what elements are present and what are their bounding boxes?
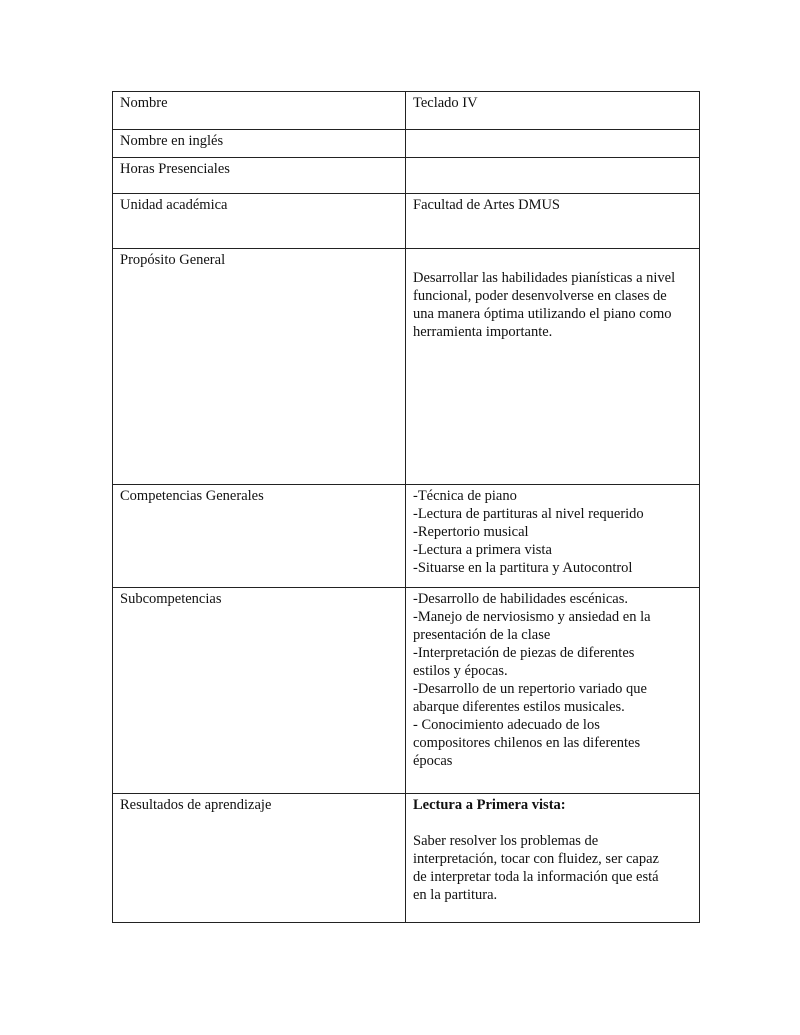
table-row xyxy=(112,193,700,248)
table-row xyxy=(112,91,700,129)
row-value-cell xyxy=(406,130,699,157)
value-line xyxy=(413,251,692,269)
value-line: -Manejo de nerviosismo y ansiedad en la xyxy=(413,609,651,625)
table-row xyxy=(112,484,700,587)
value-line: en la partitura. xyxy=(413,887,498,903)
value-line: compositores chilenos en las diferentes xyxy=(413,735,641,751)
row-value-cell xyxy=(406,92,699,129)
table-row xyxy=(112,793,700,923)
row-label: Competencias Generales xyxy=(120,488,264,504)
value-line: -Lectura de partituras al nivel requerido xyxy=(413,506,644,522)
value-line: estilos y épocas. xyxy=(413,663,508,679)
value-line: interpretación, tocar con fluidez, ser capaz xyxy=(413,851,659,867)
value-line: -Situarse en la partitura y Autocontrol xyxy=(413,560,633,576)
value-line: -Repertorio musical xyxy=(413,524,529,540)
value-line: -Interpretación de piezas de diferentes xyxy=(413,645,635,661)
row-label-cell xyxy=(113,92,406,129)
value-line: abarque diferentes estilos musicales. xyxy=(413,699,625,715)
value-line: una manera óptima utilizando el piano como xyxy=(413,306,672,322)
value-heading: Lectura a Primera vista: xyxy=(413,797,566,813)
value-line: -Lectura a primera vista xyxy=(413,542,552,558)
value-line: herramienta importante. xyxy=(413,324,553,340)
row-label: Horas Presenciales xyxy=(120,161,230,177)
row-value-cell xyxy=(406,588,699,793)
row-label-cell xyxy=(113,130,406,157)
row-label-cell xyxy=(113,794,406,922)
table-row xyxy=(112,129,700,157)
table-row xyxy=(112,157,700,193)
row-value-cell xyxy=(406,194,699,248)
value-line: funcional, poder desenvolverse en clases de xyxy=(413,288,667,304)
value-line: -Desarrollo de habilidades escénicas. xyxy=(413,591,628,607)
row-label: Resultados de aprendizaje xyxy=(120,797,272,813)
table-row xyxy=(112,587,700,793)
row-label-cell xyxy=(113,588,406,793)
row-label-cell xyxy=(113,485,406,587)
value-line: -Desarrollo de un repertorio variado que xyxy=(413,681,647,697)
row-label: Subcompetencias xyxy=(120,591,222,607)
value-line: Teclado IV xyxy=(413,95,478,111)
row-label-cell xyxy=(113,194,406,248)
value-line: presentación de la clase xyxy=(413,627,551,643)
table-row xyxy=(112,248,700,484)
value-line xyxy=(413,814,692,832)
value-line: épocas xyxy=(413,753,453,769)
value-line: -Técnica de piano xyxy=(413,488,517,504)
value-line: Desarrollar las habilidades pianísticas a nivel xyxy=(413,270,676,286)
value-line: - Conocimiento adecuado de los xyxy=(413,717,600,733)
row-value-cell xyxy=(406,249,699,484)
value-line: de interpretar toda la información que está xyxy=(413,869,659,885)
row-value-cell xyxy=(406,158,699,193)
value-line: Saber resolver los problemas de xyxy=(413,833,599,849)
value-line: Facultad de Artes DMUS xyxy=(413,197,560,213)
row-label: Unidad académica xyxy=(120,197,228,213)
row-label: Propósito General xyxy=(120,252,226,268)
row-value-cell xyxy=(406,794,699,922)
row-label: Nombre en inglés xyxy=(120,133,224,149)
row-label-cell xyxy=(113,249,406,484)
row-label-cell xyxy=(113,158,406,193)
row-value-cell xyxy=(406,485,699,587)
row-label: Nombre xyxy=(120,95,168,111)
